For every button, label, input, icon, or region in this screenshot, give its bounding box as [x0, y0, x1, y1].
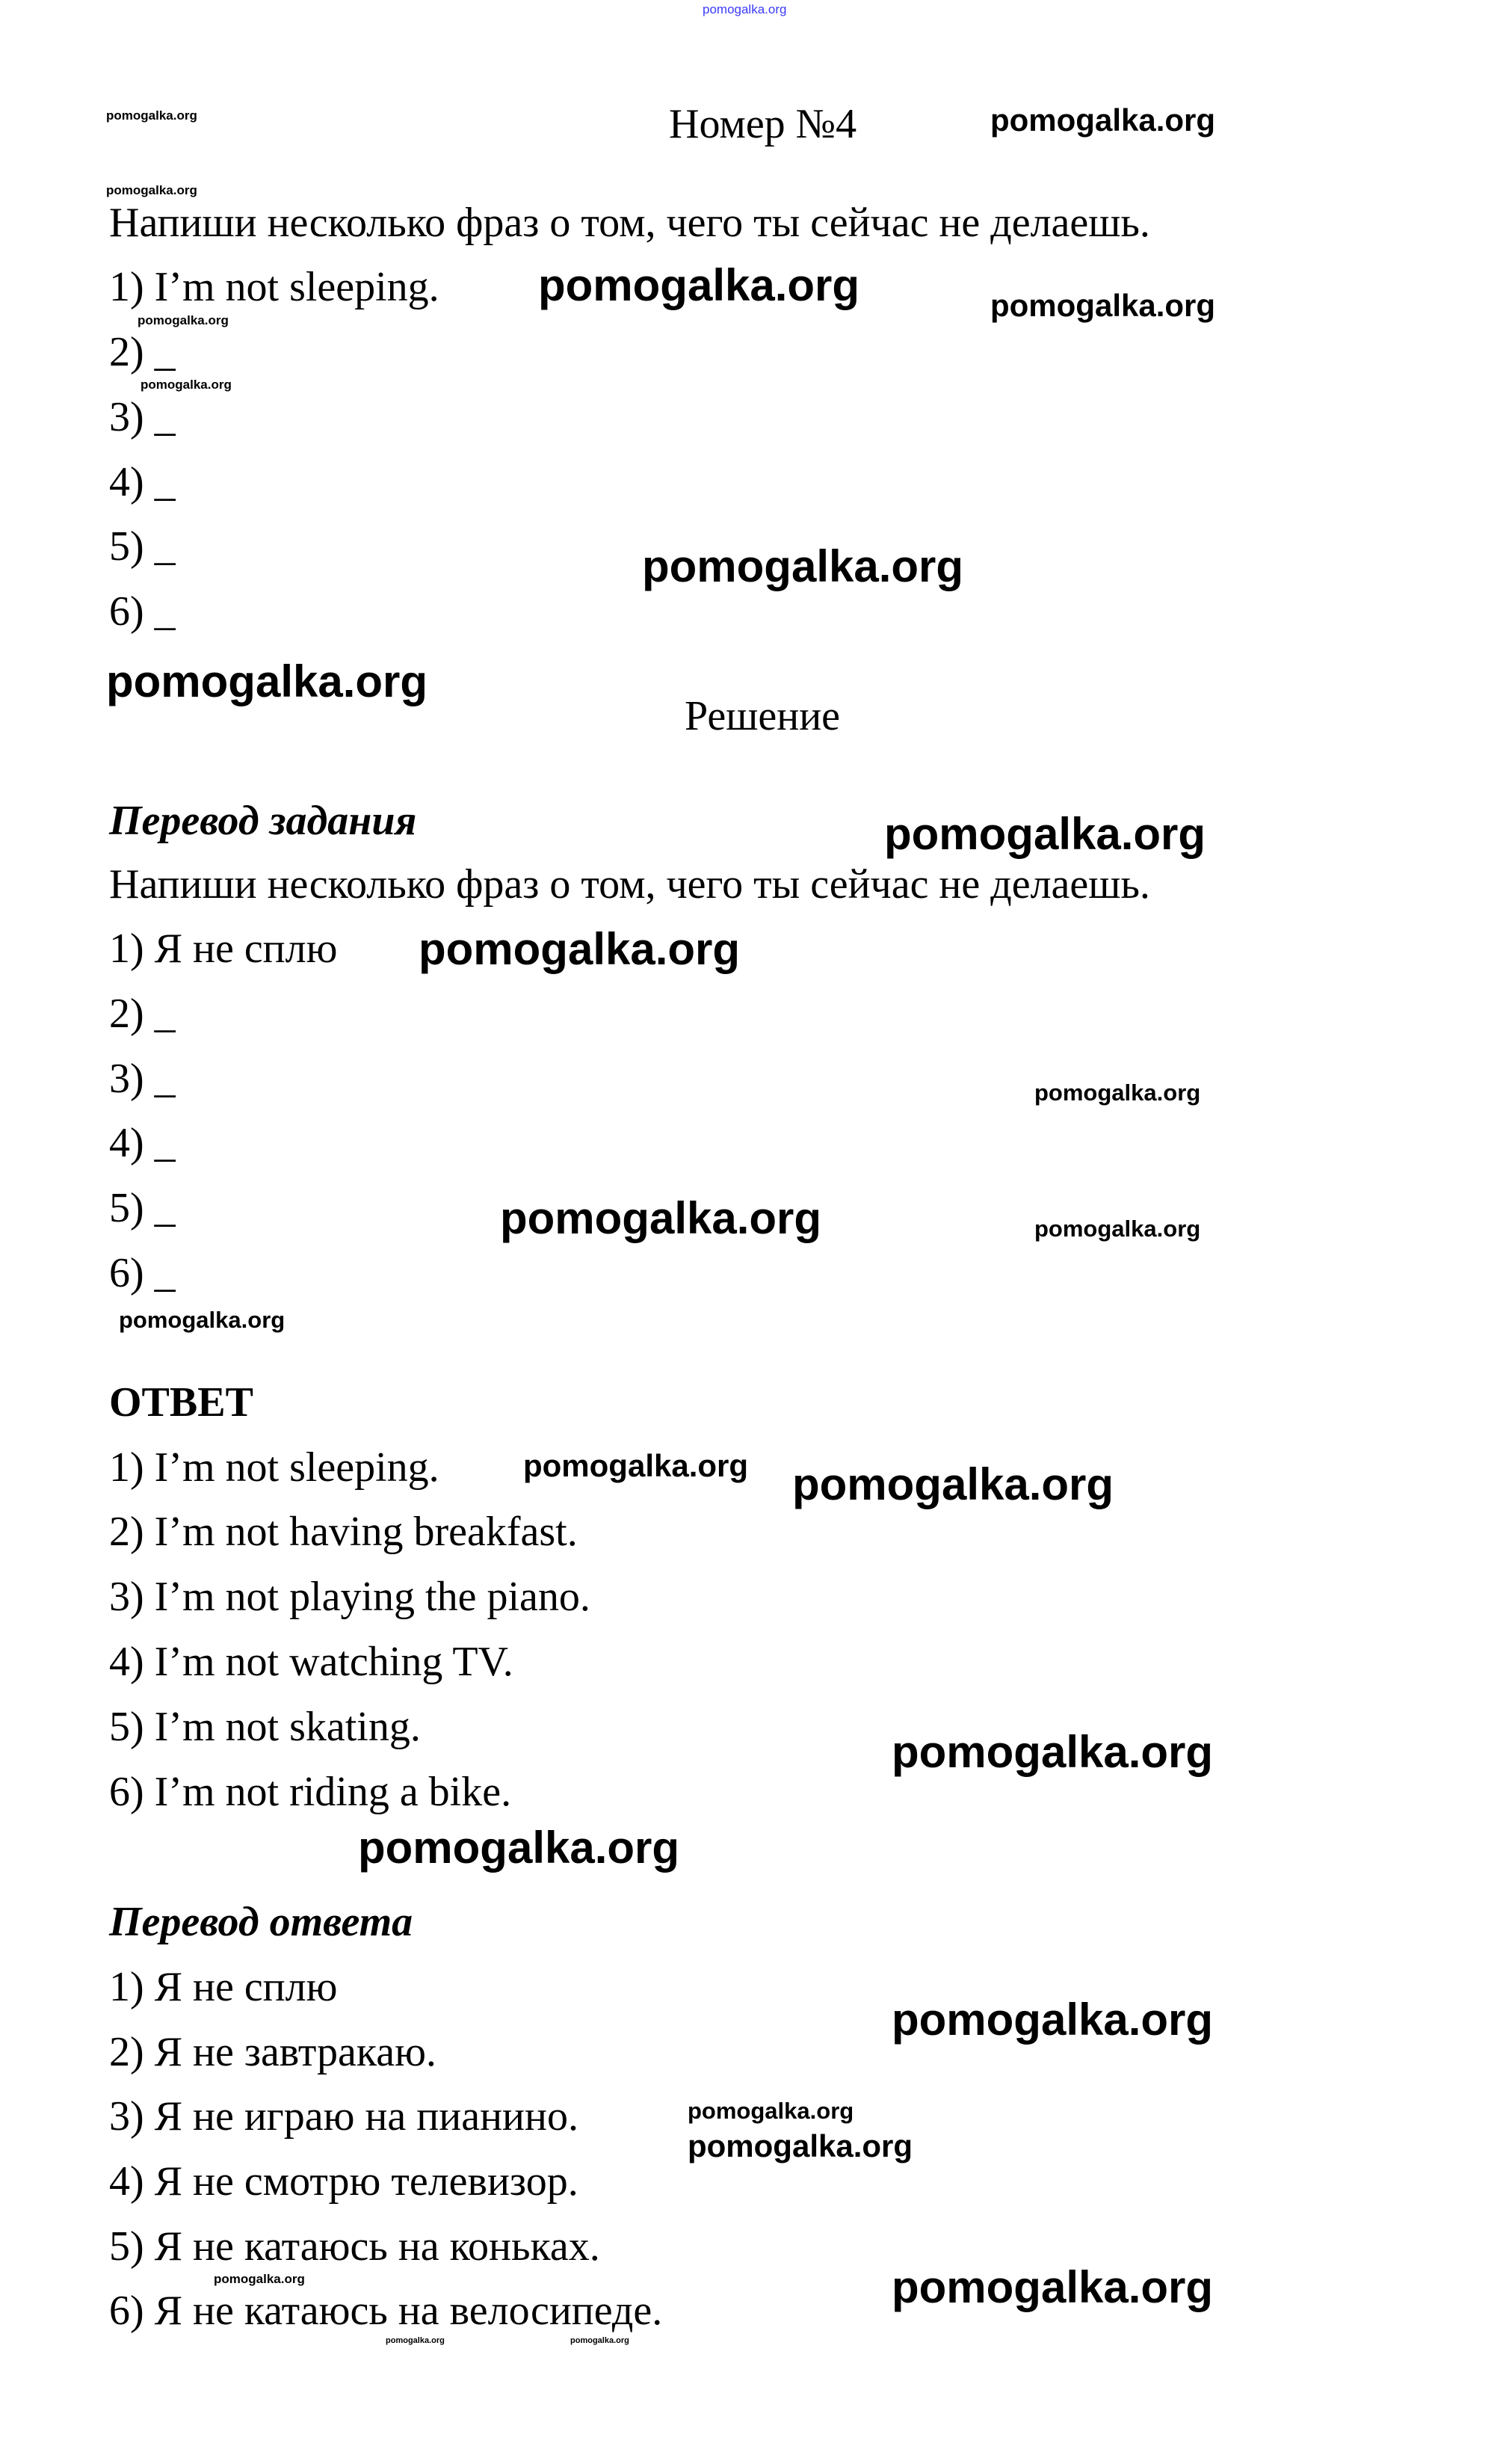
watermark: pomogalka.org: [106, 108, 197, 123]
watermark: pomogalka.org: [892, 1995, 1214, 2045]
watermark: pomogalka.org: [688, 2128, 913, 2163]
watermark: pomogalka.org: [214, 2272, 305, 2286]
watermark: pomogalka.org: [792, 1459, 1114, 1509]
task-item: 5) _: [109, 523, 176, 570]
watermark: pomogalka.org: [642, 541, 964, 591]
watermark: pomogalka.org: [358, 1823, 680, 1873]
task-item: 4) _: [109, 459, 176, 505]
watermark: pomogalka.org: [141, 378, 232, 392]
task-item: 1) I’m not sleeping.: [109, 264, 439, 310]
answer-translation-item: 2) Я не завтракаю.: [109, 2029, 436, 2075]
translation-item: 5) _: [109, 1185, 176, 1231]
solution-label: Решение: [685, 693, 841, 739]
answer-heading: ОТВЕТ: [109, 1379, 253, 1426]
watermark: pomogalka.org: [386, 2336, 445, 2345]
answer-translation-item: 3) Я не играю на пианино.: [109, 2093, 578, 2140]
answer-item: 1) I’m not sleeping.: [109, 1444, 439, 1491]
answer-item: 4) I’m not watching TV.: [109, 1639, 513, 1685]
answer-translation-item: 5) Я не катаюсь на коньках.: [109, 2223, 600, 2270]
translation-task: Напиши несколько фраз о том, чего ты сейчас не делаешь.: [109, 861, 1150, 908]
task-text: Напиши несколько фраз о том, чего ты сейчас не делаешь.: [109, 200, 1150, 246]
watermark: pomogalka.org: [1034, 1216, 1201, 1242]
watermark: pomogalka.org: [570, 2336, 629, 2345]
watermark: pomogalka.org: [703, 2, 787, 16]
page-title: Номер №4: [669, 101, 857, 147]
watermark: pomogalka.org: [119, 1307, 286, 1333]
watermark: pomogalka.org: [538, 260, 860, 310]
translation-item: 3) _: [109, 1056, 176, 1102]
translation-item: 1) Я не сплю: [109, 925, 338, 972]
watermark: pomogalka.org: [892, 1727, 1214, 1777]
translation-item: 2) _: [109, 991, 176, 1037]
task-item: 3) _: [109, 394, 176, 440]
task-item: 6) _: [109, 588, 176, 635]
watermark: pomogalka.org: [523, 1448, 749, 1483]
translation-item: 4) _: [109, 1120, 176, 1166]
answer-item: 6) I’m not riding a bike.: [109, 1769, 512, 1815]
watermark: pomogalka.org: [892, 2262, 1214, 2312]
watermark: pomogalka.org: [138, 313, 229, 327]
watermark: pomogalka.org: [419, 924, 741, 974]
watermark: pomogalka.org: [106, 183, 197, 197]
task-item: 2) _: [109, 329, 176, 375]
translation-heading: Перевод задания: [109, 798, 417, 844]
translation-item: 6) _: [109, 1250, 176, 1296]
watermark: pomogalka.org: [500, 1193, 822, 1243]
answer-translation-heading: Перевод ответа: [109, 1899, 413, 1945]
answer-item: 3) I’m not playing the piano.: [109, 1574, 590, 1620]
answer-item: 2) I’m not having breakfast.: [109, 1509, 578, 1555]
watermark: pomogalka.org: [990, 288, 1216, 323]
answer-item: 5) I’m not skating.: [109, 1704, 421, 1750]
answer-translation-item: 6) Я не катаюсь на велосипеде.: [109, 2288, 663, 2334]
watermark: pomogalka.org: [1034, 1079, 1201, 1106]
watermark: pomogalka.org: [990, 102, 1216, 138]
answer-translation-item: 4) Я не смотрю телевизор.: [109, 2158, 578, 2205]
watermark: pomogalka.org: [884, 809, 1206, 859]
answer-translation-item: 1) Я не сплю: [109, 1964, 338, 2010]
watermark: pomogalka.org: [106, 656, 428, 706]
watermark: pomogalka.org: [688, 2098, 854, 2124]
